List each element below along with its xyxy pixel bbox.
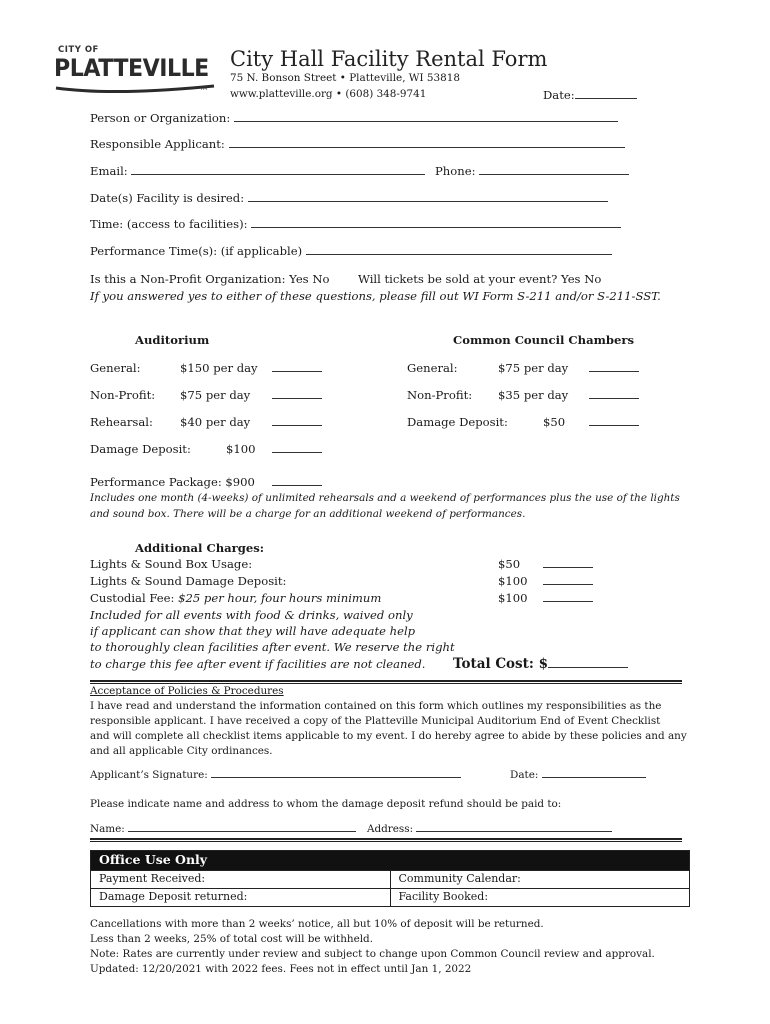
additional-heading: Additional Charges:: [135, 541, 265, 555]
aud-nonprofit-price: $75 per day: [180, 388, 251, 402]
tax-form-note: If you answered yes to either of these questions, please fill out WI Form S-211 and/or S-211-SST.: [90, 289, 661, 303]
aud-nonprofit-blank[interactable]: [272, 388, 322, 399]
applicant-field[interactable]: [90, 137, 625, 151]
section-divider-2: [90, 838, 682, 842]
address-line: 75 N. Bonson Street • Platteville, WI 53818: [230, 72, 460, 84]
aud-general-label: General:: [90, 361, 141, 375]
performance-blank[interactable]: [306, 244, 612, 255]
time-blank[interactable]: [251, 217, 621, 228]
footer-line-1: Cancellations with more than 2 weeks’ notice, all but 10% of deposit will be returned.: [90, 918, 544, 930]
logo-city-of: CITY OF: [58, 45, 99, 55]
nonprofit-question[interactable]: Is this a Non-Profit Organization: Yes No: [90, 272, 330, 286]
signature-date-field[interactable]: [510, 767, 646, 781]
refund-address-label: Address:: [367, 823, 414, 835]
logo-trademark: TM: [200, 86, 208, 92]
aud-deposit-blank[interactable]: [272, 442, 322, 453]
aud-rehearsal-label: Rehearsal:: [90, 415, 153, 429]
lights-damage-label: Lights & Sound Damage Deposit:: [90, 574, 287, 588]
cc-nonprofit-label: Non-Profit:: [407, 388, 473, 402]
logo-name: PLATTEVILLE: [54, 54, 209, 82]
logo-swoosh-icon: [54, 82, 216, 98]
aud-deposit-price: $100: [226, 442, 256, 456]
cc-nonprofit-blank[interactable]: [589, 388, 639, 399]
phone-blank[interactable]: [479, 164, 629, 175]
refund-prompt: Please indicate name and address to whom the damage deposit refund should be paid to:: [90, 798, 562, 810]
payment-received-cell: Payment Received:: [91, 871, 391, 888]
time-field[interactable]: [90, 217, 621, 231]
person-label: Person or Organization:: [90, 111, 231, 125]
refund-address-blank[interactable]: [416, 821, 612, 832]
refund-name-field[interactable]: [90, 821, 356, 835]
council-heading: Common Council Chambers: [453, 333, 634, 347]
custodial-note-4: to charge this fee after event if facilities are not cleaned.: [90, 657, 426, 671]
dates-label: Date(s) Facility is desired:: [90, 191, 245, 205]
acceptance-heading: Acceptance of Policies & Procedures: [90, 685, 284, 697]
community-calendar-cell: Community Calendar:: [398, 872, 521, 885]
lights-price: $50: [498, 557, 521, 571]
header-date[interactable]: [543, 88, 637, 102]
cc-general-blank[interactable]: [589, 361, 639, 372]
custodial-note-2: if applicant can show that they will have adequate help: [90, 624, 416, 638]
custodial-blank[interactable]: [543, 591, 593, 602]
custodial-fee-label: Custodial Fee:: [90, 591, 175, 605]
cc-deposit-price: $50: [543, 415, 566, 429]
footer-line-3: Note: Rates are currently under review and subject to change upon Common Council review and approval.: [90, 948, 655, 960]
applicant-blank[interactable]: [229, 137, 625, 148]
contact-line: www.platteville.org • (608) 348-9741: [230, 88, 427, 100]
aud-nonprofit-label: Non-Profit:: [90, 388, 156, 402]
acceptance-line-2: responsible applicant. I have received a copy of the Platteville Municipal Auditorium End of Event Checklist: [90, 715, 661, 727]
footer-line-4: Updated: 12/20/2021 with 2022 fees. Fees not in effect until Jan 1, 2022: [90, 963, 472, 975]
acceptance-line-3: and will complete all checklist items applicable to my event. I do hereby agree to abide by these policies and any: [90, 730, 687, 742]
acceptance-line-1: I have read and understand the information contained on this form which outlines my responsibilities as the: [90, 700, 662, 712]
table-row: [91, 888, 689, 906]
auditorium-heading: Auditorium: [135, 333, 210, 347]
package-desc-2: and sound box. There will be a charge for an additional weekend of performances.: [90, 508, 526, 520]
performance-field[interactable]: [90, 244, 612, 258]
total-cost-label: Total Cost: $: [453, 656, 548, 672]
refund-name-label: Name:: [90, 823, 125, 835]
total-cost[interactable]: [453, 655, 628, 672]
header-date-blank[interactable]: [575, 88, 637, 99]
header-date-label: Date:: [543, 88, 575, 102]
custodial-rate: $25 per hour, four hours minimum: [178, 591, 382, 605]
phone-label: Phone:: [435, 164, 476, 178]
email-field[interactable]: [90, 164, 425, 178]
table-row: [91, 870, 689, 888]
aud-rehearsal-price: $40 per day: [180, 415, 251, 429]
refund-address-field[interactable]: [367, 821, 612, 835]
aud-general-blank[interactable]: [272, 361, 322, 372]
phone-field[interactable]: [435, 164, 629, 178]
aud-rehearsal-blank[interactable]: [272, 415, 322, 426]
footer-line-2: Less than 2 weeks, 25% of total cost will be withheld.: [90, 933, 374, 945]
signature-blank[interactable]: [211, 767, 461, 778]
lights-blank[interactable]: [543, 557, 593, 568]
aud-deposit-label: Damage Deposit:: [90, 442, 191, 456]
dates-blank[interactable]: [248, 191, 608, 202]
cc-deposit-blank[interactable]: [589, 415, 639, 426]
custodial-note-3: to thoroughly clean facilities after event. We reserve the right: [90, 640, 455, 654]
cc-deposit-label: Damage Deposit:: [407, 415, 508, 429]
custodial-label: [90, 591, 381, 605]
aud-general-price: $150 per day: [180, 361, 258, 375]
cc-general-price: $75 per day: [498, 361, 569, 375]
deposit-returned-cell: Damage Deposit returned:: [91, 889, 391, 906]
custodial-note-1: Included for all events with food & drinks, waived only: [90, 608, 413, 622]
dates-field[interactable]: [90, 191, 608, 205]
tickets-question[interactable]: Will tickets be sold at your event? Yes No: [358, 272, 602, 286]
person-blank[interactable]: [234, 111, 618, 122]
email-blank[interactable]: [131, 164, 425, 175]
package-label: Performance Package: $900: [90, 475, 255, 489]
total-cost-blank[interactable]: [548, 655, 628, 668]
package-desc-1: Includes one month (4-weeks) of unlimited rehearsals and a weekend of performances plus the use of the lights: [90, 492, 680, 504]
lights-damage-price: $100: [498, 574, 528, 588]
performance-label: Performance Time(s): (if applicable): [90, 244, 303, 258]
signature-date-blank[interactable]: [542, 767, 646, 778]
acceptance-line-4: and all applicable City ordinances.: [90, 745, 273, 757]
person-field[interactable]: [90, 111, 618, 125]
cc-nonprofit-price: $35 per day: [498, 388, 569, 402]
refund-name-blank[interactable]: [128, 821, 356, 832]
facility-booked-cell: Facility Booked:: [398, 890, 489, 903]
package-blank[interactable]: [272, 475, 322, 486]
city-logo: [52, 40, 220, 100]
applicant-label: Responsible Applicant:: [90, 137, 225, 151]
section-divider-1: [90, 680, 682, 684]
signature-label: Applicant’s Signature:: [90, 769, 208, 781]
time-label: Time: (access to facilities):: [90, 217, 248, 231]
lights-damage-blank[interactable]: [543, 574, 593, 585]
signature-field[interactable]: [90, 767, 461, 781]
office-use-heading: Office Use Only: [91, 851, 689, 870]
lights-label: Lights & Sound Box Usage:: [90, 557, 253, 571]
cc-general-label: General:: [407, 361, 458, 375]
signature-date-label: Date:: [510, 769, 539, 781]
office-use-table: [90, 850, 690, 907]
custodial-price: $100: [498, 591, 528, 605]
email-label: Email:: [90, 164, 128, 178]
page-title: City Hall Facility Rental Form: [230, 47, 548, 71]
